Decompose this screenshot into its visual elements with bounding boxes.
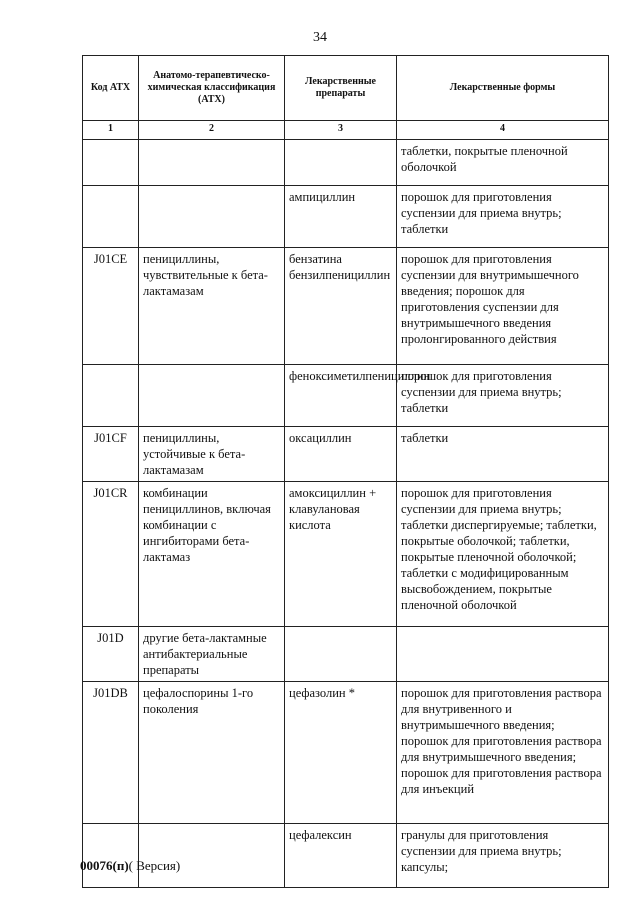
table-row xyxy=(83,186,609,248)
table-row xyxy=(83,140,609,186)
column-number: 2 xyxy=(139,121,285,140)
page-number: 34 xyxy=(313,30,327,45)
atx-class-cell: комбинации пенициллинов, включая комбинации с ингибиторами бета-лактамаз xyxy=(139,482,285,627)
forms-cell: таблетки, покрытые пленочной оболочкой xyxy=(397,140,609,186)
drug-cell: цефазолин * xyxy=(285,682,397,824)
header-row xyxy=(83,56,609,121)
drug-cell: цефалексин xyxy=(285,824,397,888)
atx-code-cell: J01CR xyxy=(83,482,139,627)
atx-class-cell: цефалоспорины 1-го поколения xyxy=(139,682,285,824)
table-row xyxy=(83,427,609,482)
table-row xyxy=(83,482,609,627)
atx-code-cell xyxy=(83,186,139,248)
forms-cell: гранулы для приготовления суспензии для приема внутрь; капсулы; xyxy=(397,824,609,888)
forms-cell: порошок для приготовления суспензии для приема внутрь; таблетки диспергируемые; таблетки, покрытые оболочкой; таблетки, покрытые пленочной оболочкой; таблетки с модифицированным высвобождением, покрытые пленочной оболочкой xyxy=(397,482,609,627)
atx-code-cell xyxy=(83,824,139,888)
table-row xyxy=(83,365,609,427)
drug-cell: ампициллин xyxy=(285,186,397,248)
document-footer xyxy=(80,858,180,874)
atx-class-cell xyxy=(139,186,285,248)
atx-code-cell: J01DB xyxy=(83,682,139,824)
atx-class-cell xyxy=(139,365,285,427)
atx-class-cell: пенициллины, устойчивые к бета-лактамазам xyxy=(139,427,285,482)
document-version: ( Версия) xyxy=(128,858,181,873)
header-drugs: Лекарственные препараты xyxy=(285,56,397,121)
atx-code-cell: J01CF xyxy=(83,427,139,482)
forms-cell: таблетки xyxy=(397,427,609,482)
column-number: 1 xyxy=(83,121,139,140)
drug-cell: бензатина бензилпенициллин xyxy=(285,248,397,365)
atx-table xyxy=(82,55,609,888)
column-number: 3 xyxy=(285,121,397,140)
header-forms: Лекарственные формы xyxy=(397,56,609,121)
forms-cell: порошок для приготовления суспензии для приема внутрь; таблетки xyxy=(397,365,609,427)
drug-cell: оксациллин xyxy=(285,427,397,482)
table-row xyxy=(83,824,609,888)
forms-cell: порошок для приготовления суспензии для внутримышечного введения; порошок для приготовления суспензии для внутримышечного введения пролонгированного действия xyxy=(397,248,609,365)
atx-code-cell xyxy=(83,365,139,427)
forms-cell xyxy=(397,627,609,682)
forms-cell: порошок для приготовления раствора для внутривенного и внутримышечного введения; порошок для приготовления раствора для внутримышечного введения; порошок для приготовления раствора для инъекций xyxy=(397,682,609,824)
column-number-row xyxy=(83,121,609,140)
table-row xyxy=(83,248,609,365)
forms-cell: порошок для приготовления суспензии для приема внутрь; таблетки xyxy=(397,186,609,248)
table-row xyxy=(83,682,609,824)
drug-cell: амоксициллин + клавулановая кислота xyxy=(285,482,397,627)
atx-class-cell xyxy=(139,824,285,888)
header-atx: Анатомо-терапевтическо-химическая классификация (АТХ) xyxy=(139,56,285,121)
atx-class-cell: пенициллины, чувствительные к бета-лактамазам xyxy=(139,248,285,365)
atx-code-cell: J01D xyxy=(83,627,139,682)
table-row xyxy=(83,627,609,682)
drug-cell xyxy=(285,627,397,682)
document-code: 00076(п) xyxy=(80,858,129,873)
atx-code-cell: J01CE xyxy=(83,248,139,365)
drug-cell xyxy=(285,140,397,186)
drug-cell: феноксиметилпенициллин xyxy=(285,365,397,427)
column-number: 4 xyxy=(397,121,609,140)
atx-code-cell xyxy=(83,140,139,186)
header-code: Код АТХ xyxy=(83,56,139,121)
atx-class-cell: другие бета-лактамные антибактериальные препараты xyxy=(139,627,285,682)
atx-class-cell xyxy=(139,140,285,186)
